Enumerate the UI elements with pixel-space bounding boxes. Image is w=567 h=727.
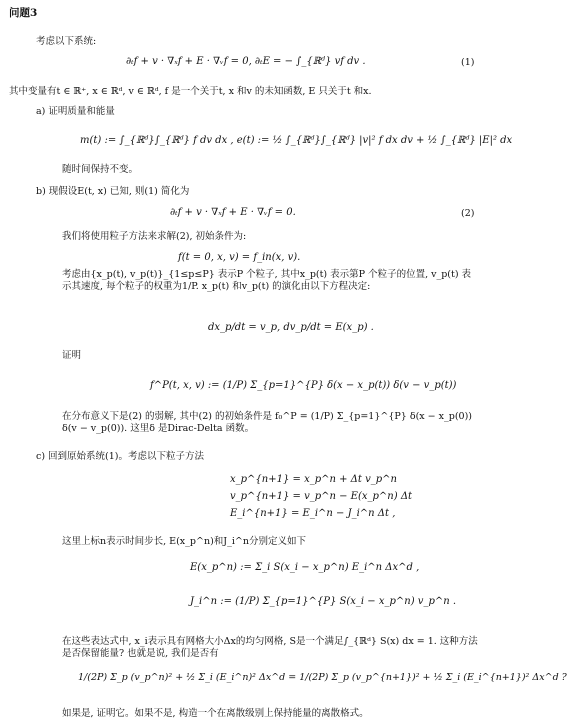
part-b-method-line: 我们将使用粒子方法来求解(2), 初始条件为: <box>62 231 247 242</box>
scheme-line-1: x_p^{n+1} = x_p^n + Δt v_p^n <box>230 474 397 485</box>
mass-energy-equation: m(t) := ∫_{ℝᵈ}∫_{ℝᵈ} f dv dx , e(t) := ½ ∫_{ℝᵈ}∫_{ℝᵈ} |v|² f dx dv + ½ ∫_{ℝᵈ} |E|² dx <box>80 135 513 146</box>
problem-title: 问题3 <box>9 7 38 19</box>
definition-E: E(x_p^n) := Σ_i S(x_i − x_p^n) E_i^n Δx^d , <box>190 562 420 573</box>
energy-conservation-equation: 1/(2P) Σ_p (v_p^n)² + ½ Σ_i (E_i^n)² Δx^d = 1/(2P) Σ_p (v_p^{n+1})² + ½ Σ_i (E_i^{n+1})² Δx^d ? <box>78 672 567 683</box>
final-question: 如果是, 证明它。如果不是, 构造一个在离散级别上保持能量的离散格式。 <box>62 708 369 719</box>
part-c-label: c) 回到原始系统(1)。考虑以下粒子方法 <box>36 451 205 462</box>
superscript-explanation: 这里上标n表示时间步长, E(x_p^n)和J_i^n分别定义如下 <box>62 536 306 547</box>
equation-2: ∂ₜf + v · ∇ₓf + E · ∇ᵥf = 0. <box>170 207 296 218</box>
part-a-conclusion: 随时间保持不变。 <box>62 164 139 175</box>
equation-1-number: (1) <box>461 57 475 68</box>
part-b-label: b) 现假设E(t, x) 已知, 则(1) 简化为 <box>36 186 190 197</box>
part-a-label: a) 证明质量和能量 <box>36 106 115 117</box>
intro-text: 考虑以下系统: <box>36 36 97 47</box>
variables-description: 其中变量有t ∈ ℝ⁺, x ∈ ℝᵈ, v ∈ ℝᵈ, f 是一个关于t, x 和v 的未知函数, E 只关于t 和x. <box>9 86 372 97</box>
equation-2-number: (2) <box>461 208 475 219</box>
scheme-line-3: E_i^{n+1} = E_i^n − J_i^n Δt , <box>230 508 396 519</box>
equation-1: ∂ₜf + v · ∇ₓf + E · ∇ᵥf = 0, ∂ₜE = − ∫_{ℝᵈ} vf dv . <box>126 56 366 67</box>
weak-solution-statement: 在分布意义下是(2) 的弱解, 其中(2) 的初始条件是 f₀^P = (1/P) Σ_{p=1}^{P} δ(x − x_p(0)) δ(v − v_p(0)). 这里δ 是Dirac-Delta 函数。 <box>62 411 472 434</box>
definition-J: J_i^n := (1/P) Σ_{p=1}^{P} S(x_i − x_p^n) v_p^n . <box>190 596 457 607</box>
prove-label: 证明 <box>62 350 82 361</box>
particle-description: 考虑由{x_p(t), v_p(t)}_{1≤p≤P} 表示P 个粒子, 其中x_p(t) 表示第P 个粒子的位置, v_p(t) 表示其速度, 每个粒子的权重为1/P. x_p(t) 和v_p(t) 的演化由以下方程决定: <box>62 269 472 292</box>
empirical-distribution: f^P(t, x, v) := (1/P) Σ_{p=1}^{P} δ(x − x_p(t)) δ(v − v_p(t)) <box>150 380 457 391</box>
scheme-line-2: v_p^{n+1} = v_p^n − E(x_p^n) Δt <box>230 491 413 502</box>
grid-explanation: 在这些表达式中, x_i表示具有网格大小Δx的均匀网格, S是一个满足∫_{ℝᵈ} S(x) dx = 1. 这种方法是否保留能量? 也就是说, 我们是否有 <box>62 636 478 659</box>
particle-ode: dx_p/dt = v_p, dv_p/dt = E(x_p) . <box>208 322 374 333</box>
initial-condition: f(t = 0, x, v) = f_in(x, v). <box>178 252 301 263</box>
